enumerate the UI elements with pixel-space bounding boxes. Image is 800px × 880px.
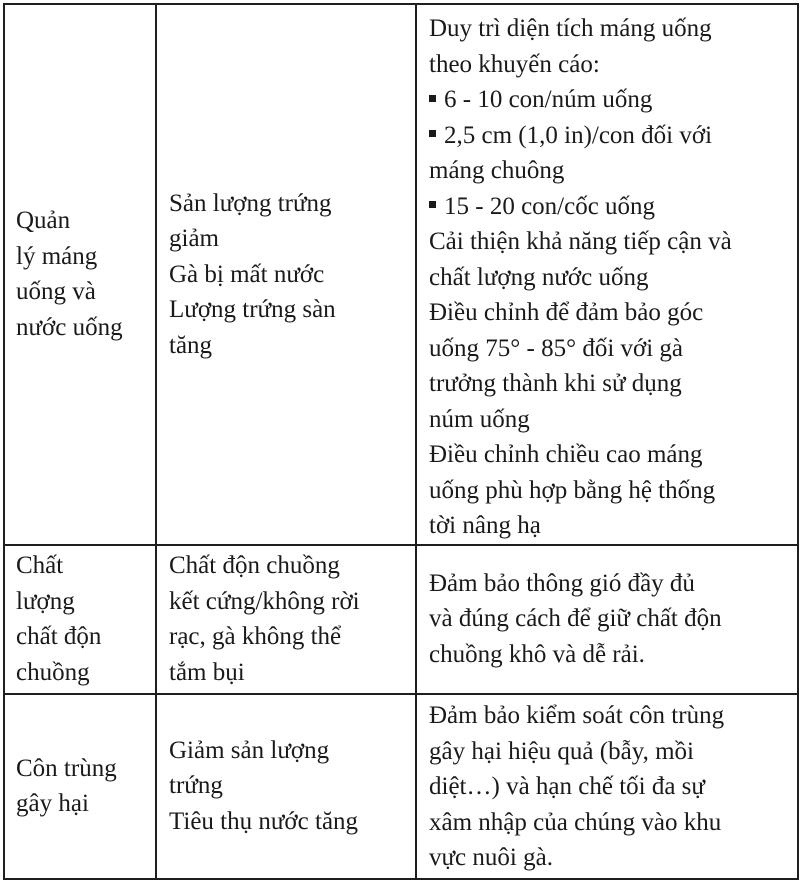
action-line xyxy=(429,153,787,189)
action-text: trưởng thành khi sử dụng xyxy=(429,370,682,397)
table-row xyxy=(4,4,798,545)
actions-cell xyxy=(416,694,798,879)
action-line xyxy=(429,224,787,260)
action-line xyxy=(429,601,787,637)
symptoms-cell xyxy=(156,694,416,879)
action-text: Điều chỉnh chiều cao máng xyxy=(429,441,703,468)
action-text: Đảm bảo thông gió đầy đủ xyxy=(429,569,695,597)
table-row xyxy=(4,545,798,694)
action-text: gây hại hiệu quả (bẫy, mồi xyxy=(429,737,694,765)
action-line xyxy=(429,805,787,841)
action-line xyxy=(429,437,787,473)
issue-text: Quản lý máng uống và nước uống xyxy=(16,207,123,341)
action-line xyxy=(429,769,787,805)
action-text: theo khuyến cáo: xyxy=(429,50,600,78)
action-line xyxy=(429,566,787,602)
action-text: uống 75° - 85° đối với gà xyxy=(429,334,684,362)
action-text: núm uống xyxy=(429,405,530,433)
action-text: chất lượng nước uống xyxy=(429,263,649,291)
action-text: 6 - 10 con/núm uống xyxy=(444,86,653,113)
issue-cell xyxy=(4,4,156,545)
symptoms-text: Sản lượng trứng giảm Gà bị mất nước Lượng trứng sàn tăng xyxy=(169,189,336,359)
action-text: tời nâng hạ xyxy=(429,512,541,539)
symptoms-text: Chất độn chuồng kết cứng/không rời rạc, gà không thể tắm bụi xyxy=(169,552,360,686)
bullet-item xyxy=(429,82,787,118)
action-text: 2,5 cm (1,0 in)/con đối với xyxy=(444,121,713,149)
issue-text: Côn trùng gây hại xyxy=(16,754,117,817)
actions-text xyxy=(417,566,797,673)
square-bullet-icon xyxy=(429,130,436,137)
troubleshooting-table xyxy=(3,3,799,880)
action-text: chuồng khô và dễ rải. xyxy=(429,640,645,668)
action-line xyxy=(429,840,787,876)
action-line xyxy=(429,734,787,770)
action-text: diệt…) và hạn chế tối đa sự xyxy=(429,773,705,801)
actions-cell xyxy=(416,4,798,545)
issue-text: Chất lượng chất độn chuồng xyxy=(16,552,102,686)
action-line xyxy=(429,637,787,673)
action-line xyxy=(429,47,787,83)
action-text: Điều chỉnh để đảm bảo góc xyxy=(429,299,704,326)
action-text: Duy trì diện tích máng uống xyxy=(429,15,712,42)
actions-text xyxy=(417,696,797,876)
table-row xyxy=(4,694,798,879)
actions-text xyxy=(417,5,797,544)
action-line xyxy=(429,473,787,509)
action-line xyxy=(429,331,787,367)
square-bullet-icon xyxy=(429,201,436,208)
actions-cell xyxy=(416,545,798,694)
action-text: và đúng cách để giữ chất độn xyxy=(429,605,722,633)
symptoms-cell xyxy=(156,545,416,694)
symptoms-cell xyxy=(156,4,416,545)
action-text: vực nuôi gà. xyxy=(429,844,553,872)
action-line xyxy=(429,11,787,47)
action-line xyxy=(429,295,787,331)
action-line xyxy=(429,698,787,734)
action-line xyxy=(429,260,787,296)
action-text: 15 - 20 con/cốc uống xyxy=(444,192,656,220)
action-text: xâm nhập của chúng vào khu xyxy=(429,808,722,836)
issue-cell xyxy=(4,694,156,879)
symptoms-text: Giảm sản lượng trứng Tiêu thụ nước tăng xyxy=(169,736,359,835)
bullet-item xyxy=(429,118,787,154)
action-line xyxy=(429,508,787,544)
action-text: Đảm bảo kiểm soát côn trùng xyxy=(429,702,725,730)
action-line xyxy=(429,366,787,402)
action-text: uống phù hợp bằng hệ thống xyxy=(429,476,716,504)
bullet-item xyxy=(429,189,787,225)
square-bullet-icon xyxy=(429,95,436,102)
action-text: máng chuông xyxy=(429,157,565,184)
action-text: Cải thiện khả năng tiếp cận và xyxy=(429,228,732,255)
issue-cell xyxy=(4,545,156,694)
action-line xyxy=(429,402,787,438)
